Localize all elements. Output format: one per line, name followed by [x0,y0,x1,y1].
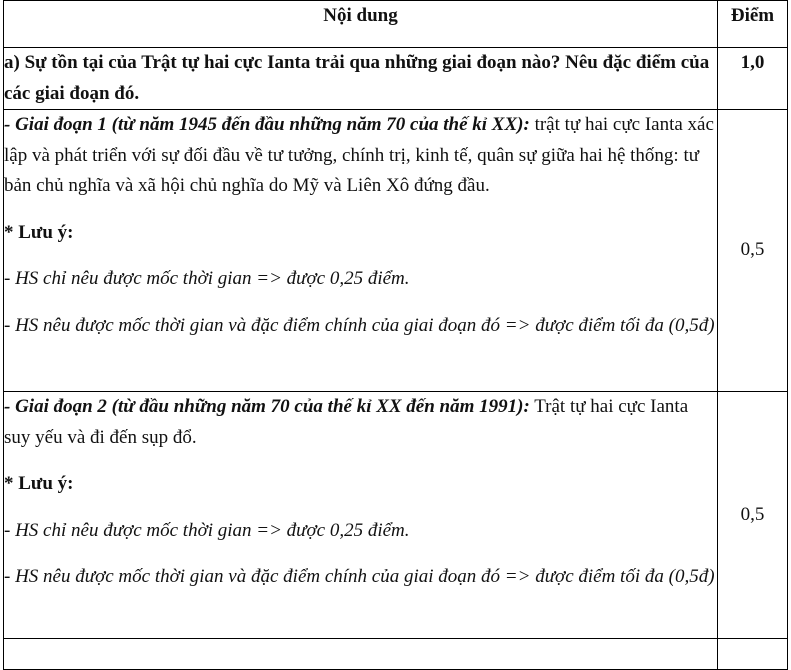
stage-content [4,110,718,392]
question-text: a) Sự tồn tại của Trật tự hai cực Ianta trải qua những giai đoạn nào? Nêu đặc điểm của các giai đoạn đó. [4,48,718,110]
question-score: 1,0 [718,48,788,110]
header-row [4,1,788,48]
note-item: - HS nêu được mốc thời gian và đặc điểm chính của giai đoạn đó => được điểm tối đa (0,5đ) [4,314,715,336]
cut-off-cell [718,639,788,670]
note-item: - HS chỉ nêu được mốc thời gian => được 0,25 điểm. [4,268,410,289]
note-item: - HS chỉ nêu được mốc thời gian => được 0,25 điểm. [4,519,410,541]
stage-row [4,110,788,392]
note-label: * Lưu ý: [4,221,74,243]
stage-score: 0,5 [718,110,788,392]
stage-score: 0,5 [718,392,788,639]
stage-lead: - Giai đoạn 1 (từ năm 1945 đến đầu những năm 70 của thế kỉ XX): [4,114,530,135]
note-item: - HS nêu được mốc thời gian và đặc điểm chính của giai đoạn đó => được điểm tối đa (0,5đ) [4,566,715,587]
question-row [4,48,788,110]
cut-off-cell [4,639,718,670]
stage-description [4,110,717,202]
stage-row [4,392,788,639]
note-label: * Lưu ý: [4,473,74,494]
stage-description [4,392,717,453]
cut-off-row [4,639,788,670]
header-score: Điểm [718,1,788,48]
stage-lead: - Giai đoạn 2 (từ đầu những năm 70 của thế kỉ XX đến năm 1991): [4,396,530,417]
stage-body: trật tự hai cực Ianta xác lập và phát triển với sự đối đầu về tư tưởng, chính trị, kinh tế, quân sự giữa hai hệ thống: tư bản chủ nghĩa và xã hội chủ nghĩa do Mỹ và Liên Xô đứng đầu. [4,114,714,196]
stage-content [4,392,718,639]
stage-body: Trật tự hai cực Ianta suy yếu và đi đến sụp đổ. [4,396,689,448]
header-content: Nội dung [4,1,718,48]
grading-table [3,0,788,670]
